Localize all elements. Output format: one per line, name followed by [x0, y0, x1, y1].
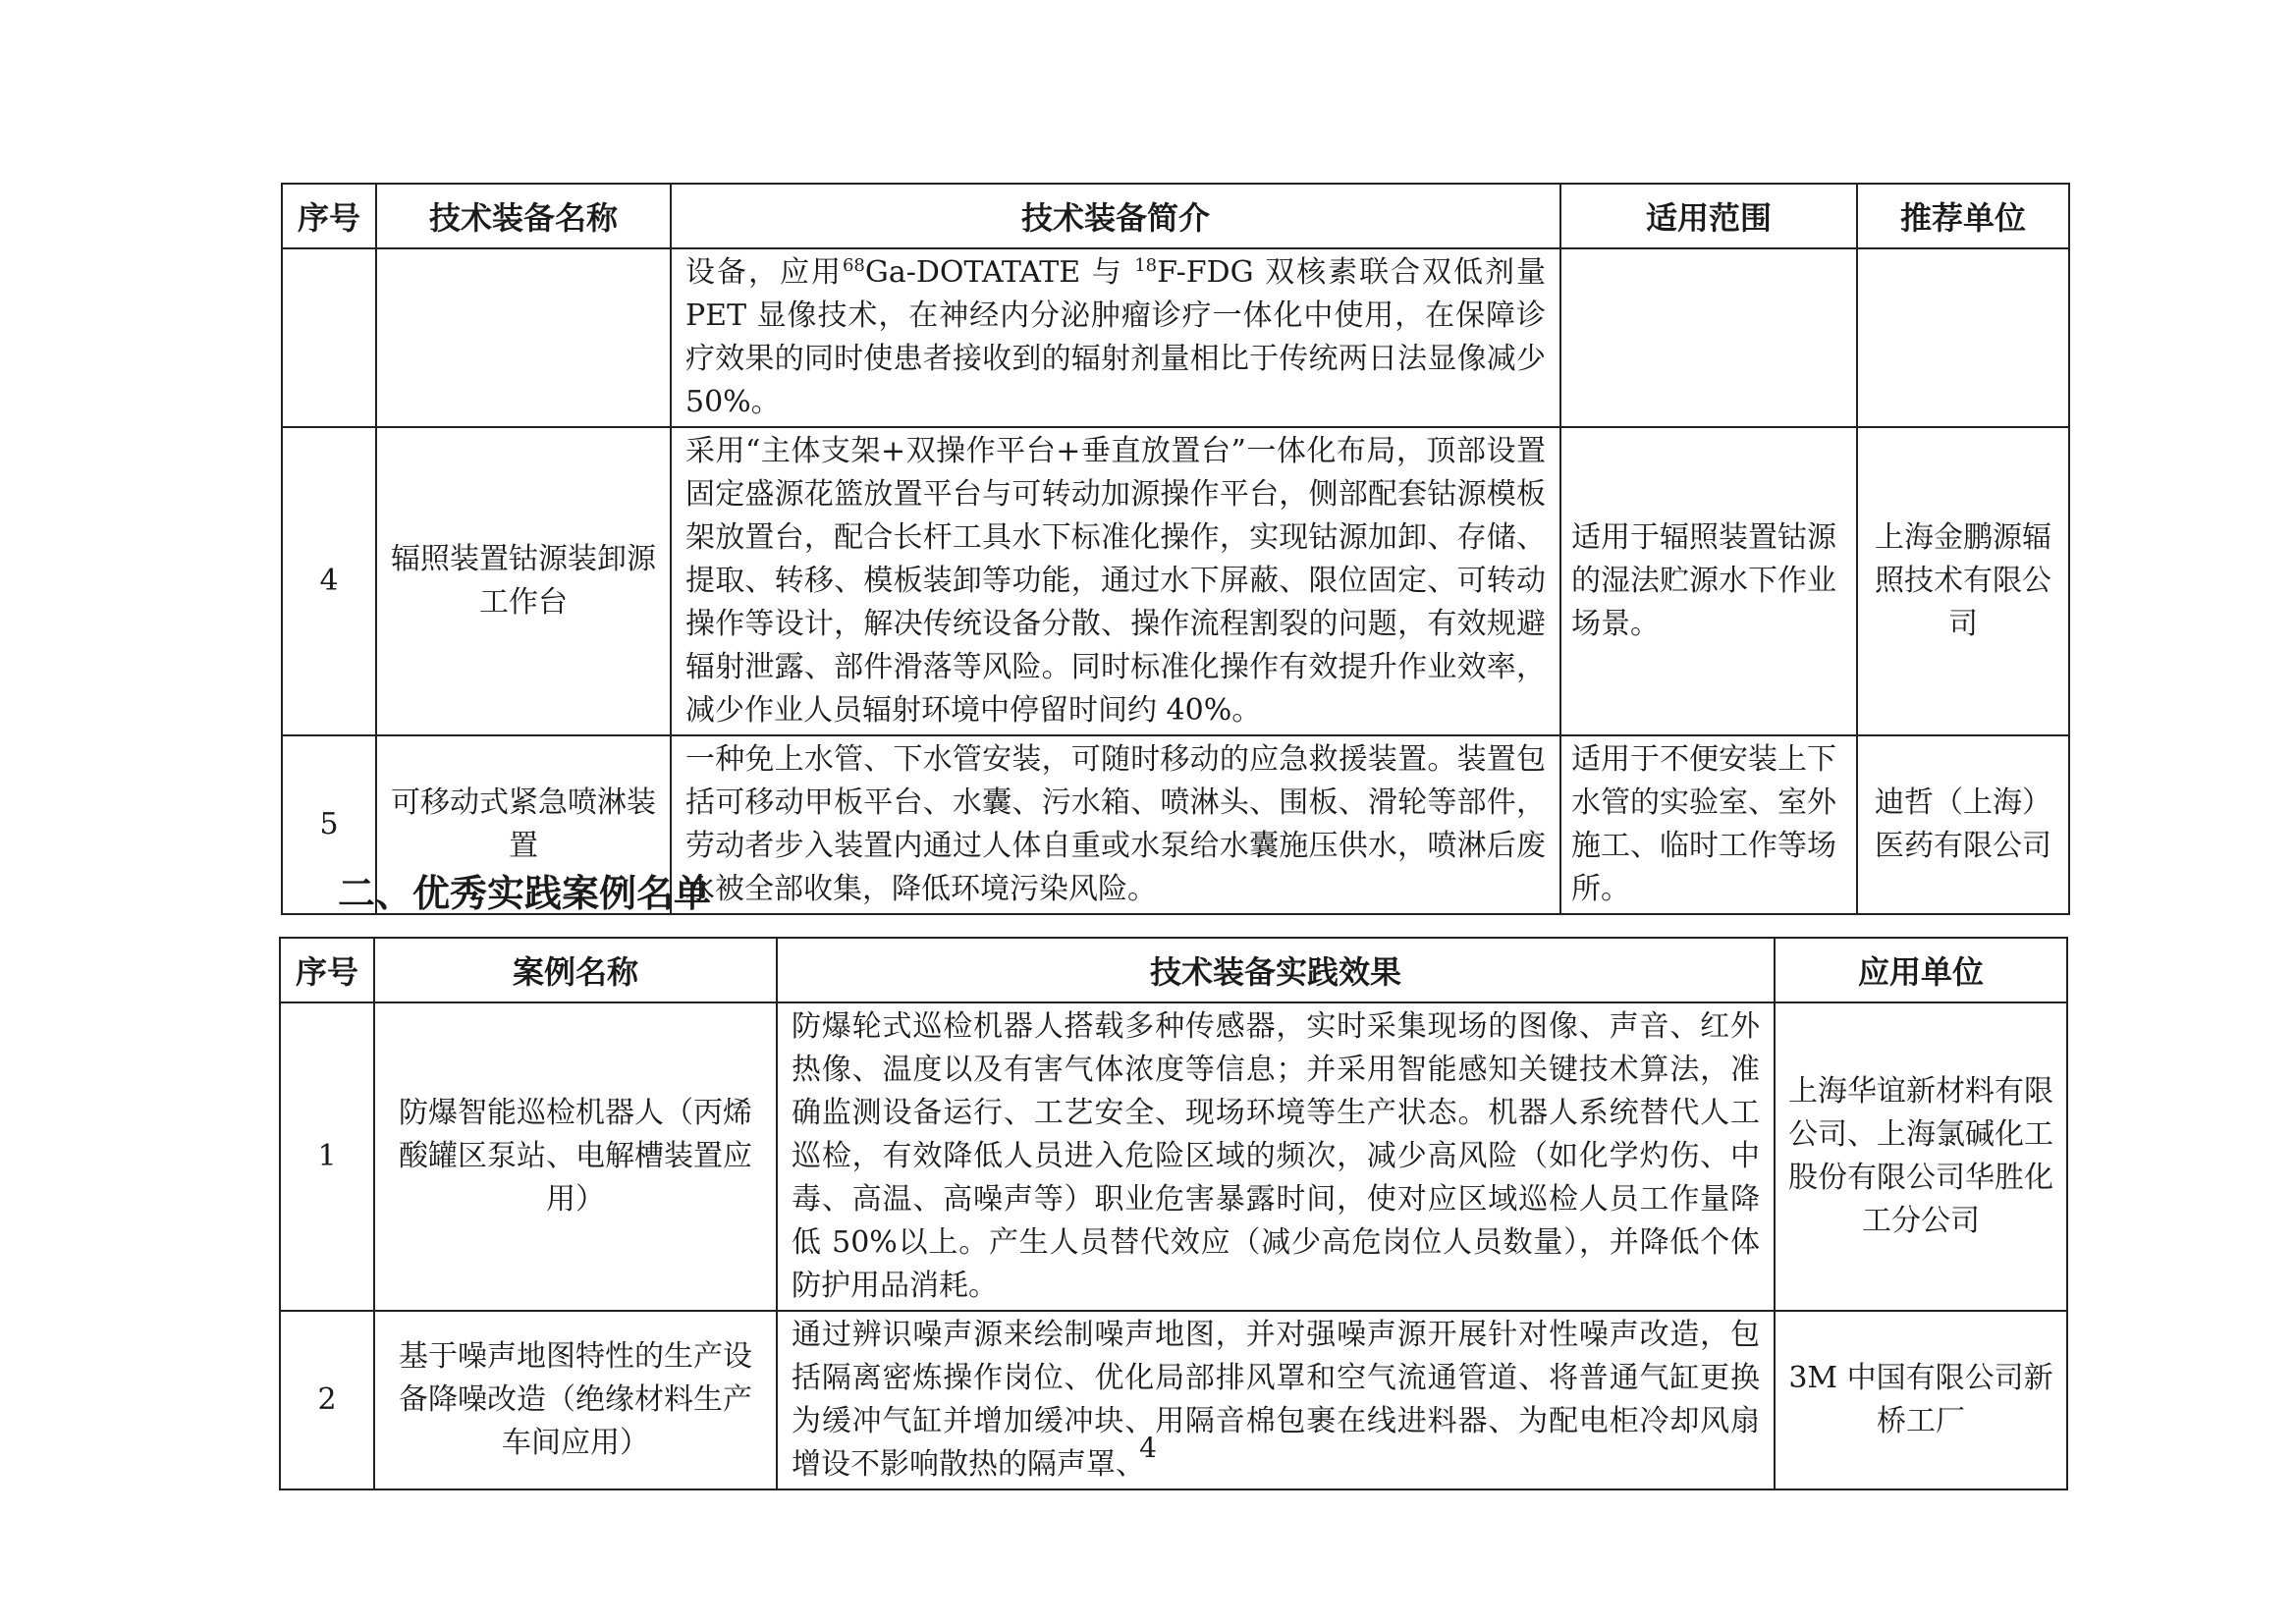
- row-effect: 防爆轮式巡检机器人搭载多种传感器，实时采集现场的图像、声音、红外热像、温度以及有害气体浓度等信息；并采用智能感知关键技术算法，准确监测设备运行、工艺安全、现场环境等生产状态。机器人系统替代人工巡检，有效降低人员进入危险区域的频次，减少高风险（如化学灼伤、中毒、高温、高噪声等）职业危害暴露时间，使对应区域巡检人员工作量降低 50%以上。产生人员替代效应（减少高危岗位人员数量），并降低个体防护用品消耗。: [777, 1002, 1775, 1311]
- equipment-table: [281, 183, 2070, 915]
- row-no: 2: [280, 1311, 374, 1489]
- header-no: 序号: [280, 938, 374, 1002]
- table-header-row: [282, 184, 2069, 248]
- row-effect: 通过辨识噪声源来绘制噪声地图，并对强噪声源开展针对性噪声改造，包括隔离密炼操作岗位、优化局部排风罩和空气流通管道、将普通气缸更换为缓冲气缸并增加缓冲块、用隔音棉包裹在线进料器、为配电柜冷却风扇增设不影响散热的隔声罩、: [777, 1311, 1775, 1489]
- row-unit: 迪哲（上海）医药有限公司: [1857, 735, 2069, 914]
- table-row: [282, 427, 2069, 735]
- row-case-name: 防爆智能巡检机器人（丙烯酸罐区泵站、电解槽装置应用）: [374, 1002, 777, 1311]
- row-no: [282, 248, 376, 427]
- page-number: 4: [1139, 1432, 1157, 1464]
- row-scope: 适用于辐照装置钴源的湿法贮源水下作业场景。: [1560, 427, 1857, 735]
- row-scope: [1560, 248, 1857, 427]
- table-header-row: [280, 938, 2067, 1002]
- row-unit: 上海华谊新材料有限公司、上海氯碱化工股份有限公司华胜化工分公司: [1775, 1002, 2067, 1311]
- section-heading: 二、优秀实践案例名单: [338, 872, 712, 915]
- header-no: 序号: [282, 184, 376, 248]
- row-unit: 上海金鹏源辐照技术有限公司: [1857, 427, 2069, 735]
- header-scope: 适用范围: [1560, 184, 1857, 248]
- header-equipment-name: 技术装备名称: [376, 184, 671, 248]
- practice-cases-table: [279, 937, 2068, 1490]
- table-row: [280, 1002, 2067, 1311]
- row-scope: 适用于不便安装上下水管的实验室、室外施工、临时工作等场所。: [1560, 735, 1857, 914]
- row-name: 可移动式紧急喷淋装置: [376, 735, 671, 914]
- row-unit: 3M 中国有限公司新桥工厂: [1775, 1311, 2067, 1489]
- row-desc: 一种免上水管、下水管安装，可随时移动的应急救援装置。装置包括可移动甲板平台、水囊、污水箱、喷淋头、围板、滑轮等部件，劳动者步入装置内通过人体自重或水泵给水囊施压供水，喷淋后废水被全部收集，降低环境污染风险。: [671, 735, 1560, 914]
- row-name: [376, 248, 671, 427]
- row-unit: [1857, 248, 2069, 427]
- row-no: 1: [280, 1002, 374, 1311]
- header-case-name: 案例名称: [374, 938, 777, 1002]
- header-equipment-desc: 技术装备简介: [671, 184, 1560, 248]
- header-applicant: 应用单位: [1775, 938, 2067, 1002]
- row-name: 辐照装置钴源装卸源工作台: [376, 427, 671, 735]
- header-practice-effect: 技术装备实践效果: [777, 938, 1775, 1002]
- row-no: 4: [282, 427, 376, 735]
- header-recommender: 推荐单位: [1857, 184, 2069, 248]
- table-row: [282, 248, 2069, 427]
- row-no: 5: [282, 735, 376, 914]
- row-desc: 采用“主体支架+双操作平台+垂直放置台”一体化布局，顶部设置固定盛源花篮放置平台与可转动加源操作平台，侧部配套钴源模板架放置台，配合长杆工具水下标准化操作，实现钴源加卸、存储、提取、转移、模板装卸等功能，通过水下屏蔽、限位固定、可转动操作等设计，解决传统设备分散、操作流程割裂的问题，有效规避辐射泄露、部件滑落等风险。同时标准化操作有效提升作业效率，减少作业人员辐射环境中停留时间约 40%。: [671, 427, 1560, 735]
- row-desc: 设备，应用$^{68}$Ga-DOTATATE 与 $^{18}$F-FDG 双核素联合双低剂量 PET 显像技术，在神经内分泌肿瘤诊疗一体化中使用，在保障诊疗效果的同时使患者接收到的辐射剂量相比于传统两日法显像减少 50%。: [671, 248, 1560, 427]
- row-case-name: 基于噪声地图特性的生产设备降噪改造（绝缘材料生产车间应用）: [374, 1311, 777, 1489]
